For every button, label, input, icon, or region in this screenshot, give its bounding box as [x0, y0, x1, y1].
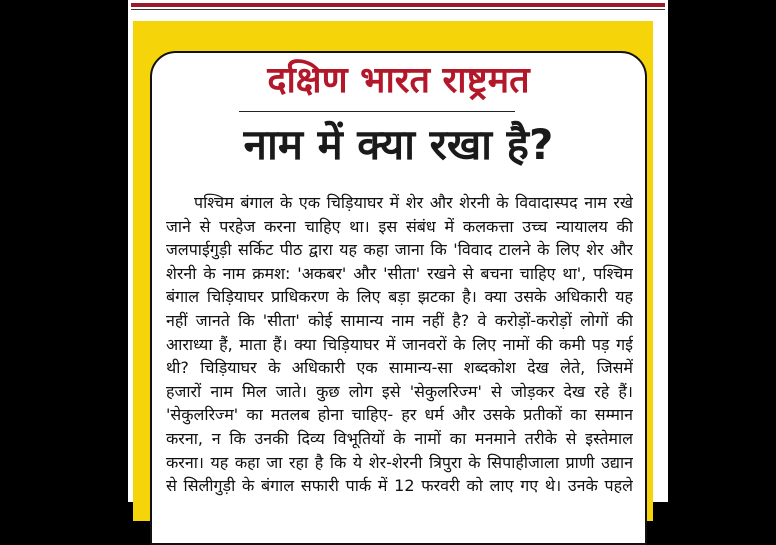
top-red-rule: [131, 3, 665, 7]
body-line: 'सेकुलरिज्म' का मतलब होना चाहिए- हर धर्म और उसके प्रतीकों का सम्मान: [166, 405, 633, 425]
body-line: शेरनी के नाम क्रमश: 'अकबर' और 'सीता' रखने से बचना चाहिए था', पश्चिम: [166, 263, 633, 283]
masthead: दक्षिण भारत राष्ट्रमत: [267, 60, 530, 101]
body-line: हजारों नाम मिल जाते। कुछ लोग इसे 'सेकुलरिज्म' से जोड़कर देख रहे हैं।: [166, 381, 633, 401]
masthead-divider: [239, 111, 515, 112]
body-line: नहीं जानते कि 'सीता' कोई सामान्य नाम नहीं है? वे करोड़ों-करोड़ों लोगों की: [166, 310, 633, 330]
article-body: [166, 191, 633, 498]
body-line: आराध्या हैं, माता हैं। क्या चिड़ियाघर में जानवरों के लिए नामों की कमी पड़ गई: [166, 334, 633, 354]
body-line: करना, न कि उनकी दिव्य विभूतियों के नामों का मनमाने तरीके से इस्तेमाल: [166, 428, 633, 448]
body-line: पश्चिम बंगाल के एक चिड़ियाघर में शेर और शेरनी के विवादास्पद नाम रखे: [194, 193, 633, 212]
body-line: बंगाल चिड़ियाघर प्राधिकरण के लिए बड़ा झटका है। क्या उसके अधिकारी यह: [166, 287, 633, 307]
body-line: जलपाईगुड़ी सर्किट पीठ द्वारा यह कहा जाना कि 'विवाद टालने के लिए शेर और: [166, 240, 633, 260]
body-line: से सिलीगुड़ी के बंगाल सफारी पार्क में 12 फरवरी को लाए गए थे। उनके पहले: [166, 476, 633, 496]
newspaper-page: [128, 0, 668, 502]
body-line: थी? चिड़ियाघर के अधिकारी एक सामान्य-सा शब्दकोश देख लेते, जिसमें: [166, 358, 633, 378]
yellow-frame: [133, 21, 653, 521]
headline: नाम में क्या रखा है?: [243, 120, 554, 169]
body-line: करना। यह कहा जा रहा है कि ये शेर-शेरनी त्रिपुरा के सिपाहीजाला प्राणी उद्यान: [166, 452, 633, 472]
body-line: जाने से परहेज करना चाहिए था। इस संबंध में कलकत्ता उच्च न्यायालय की: [166, 216, 633, 236]
top-thin-rule: [131, 9, 665, 10]
editorial-box: [150, 51, 647, 545]
